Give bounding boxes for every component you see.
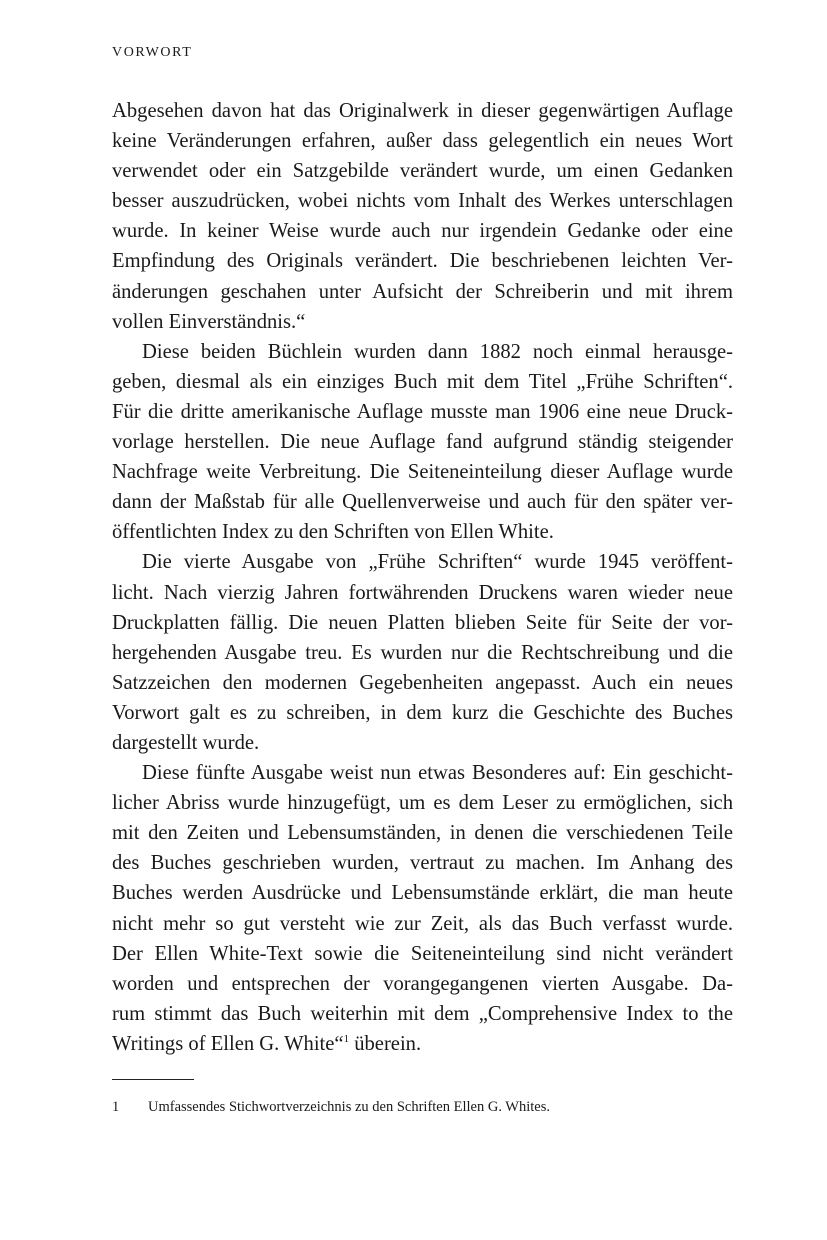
body-line: Druckplatten fällig. Die neuen Platten blieben Seite für Seite der vor-	[112, 611, 733, 634]
paragraph-first-line: Die vierte Ausgabe von „Frühe Schriften“ wurde 1945 veröffent-	[142, 551, 733, 574]
paragraph-first-line: Diese fünfte Ausgabe weist nun etwas Besonderes auf: Ein geschicht-	[142, 762, 733, 785]
final-line-tail: überein.	[349, 1032, 422, 1055]
body-line: Satzzeichen den modernen Gegebenheiten angepasst. Auch ein neues	[112, 671, 733, 694]
running-head: VORWORT	[112, 45, 193, 60]
body-line: keine Veränderungen erfahren, außer dass gelegentlich ein neues Wort	[112, 130, 733, 153]
body-line: vollen Einverständnis.“	[112, 310, 306, 333]
paragraph-first-line: Diese beiden Büchlein wurden dann 1882 noch einmal herausge-	[142, 340, 733, 363]
body-line: rum stimmt das Buch weiterhin mit dem „Comprehensive Index to the	[112, 1002, 733, 1025]
body-line: mit den Zeiten und Lebensumständen, in denen die verschiedenen Teile	[112, 822, 733, 845]
footnote-rule	[112, 1079, 194, 1080]
body-line: nicht mehr so gut versteht wie zur Zeit, als das Buch verfasst wurde.	[112, 912, 733, 935]
body-line: Für die dritte amerikanische Auflage musste man 1906 eine neue Druck-	[112, 400, 733, 423]
body-line: dann der Maßstab für alle Quellenverweise und auch für den später ver-	[112, 491, 733, 514]
body-line: hergehenden Ausgabe treu. Es wurden nur die Rechtschreibung und die	[112, 641, 733, 664]
body-line: Buches werden Ausdrücke und Lebensumstände erklärt, die man heute	[112, 882, 733, 905]
body-line: öffentlichten Index zu den Schriften von Ellen White.	[112, 521, 554, 544]
footnote-number: 1	[112, 1099, 120, 1115]
body-line: geben, diesmal als ein einziges Buch mit dem Titel „Frühe Schriften“.	[112, 370, 733, 393]
body-line: licher Abriss wurde hinzugefügt, um es dem Leser zu ermöglichen, sich	[112, 792, 733, 815]
body-line: Der Ellen White-Text sowie die Seiteneinteilung sind nicht verändert	[112, 942, 733, 965]
body-line: Empfindung des Originals verändert. Die beschriebenen leichten Ver-	[112, 250, 733, 273]
body-line: änderungen geschahen unter Aufsicht der Schreiberin und mit ihrem	[112, 280, 733, 303]
body-line: licht. Nach vierzig Jahren fortwährenden Druckens waren wieder neue	[112, 581, 733, 604]
footnote-reference[interactable]: 1	[343, 1032, 350, 1045]
body-line: verwendet oder ein Satzgebilde verändert wurde, um einen Gedanken	[112, 160, 733, 183]
body-line: besser auszudrücken, wobei nichts vom Inhalt des Werkes unterschlagen	[112, 190, 733, 213]
body-line: Nachfrage weite Verbreitung. Die Seiteneinteilung dieser Auflage wurde	[112, 461, 733, 484]
body-line: vorlage herstellen. Die neue Auflage fand aufgrund ständig steigender	[112, 431, 733, 454]
body-line: Abgesehen davon hat das Originalwerk in dieser gegenwärtigen Auflage	[112, 100, 733, 122]
body-line-final	[112, 1029, 733, 1059]
body-line: des Buches geschrieben wurden, vertraut zu machen. Im Anhang des	[112, 852, 733, 875]
final-line-text: Writings of Ellen G. White“	[112, 1032, 344, 1055]
body-line: worden und entsprechen der vorangegangenen vierten Ausgabe. Da-	[112, 972, 733, 995]
body-line: Vorwort galt es zu schreiben, in dem kurz die Geschichte des Buches	[112, 701, 733, 724]
body-text	[112, 96, 733, 1059]
footnote	[112, 1097, 733, 1117]
body-line: wurde. In keiner Weise wurde auch nur irgendein Gedanke oder eine	[112, 220, 733, 243]
footnote-text: Umfassendes Stichwortverzeichnis zu den Schriften Ellen G. Whites.	[148, 1099, 550, 1115]
body-line: dargestellt wurde.	[112, 731, 260, 754]
